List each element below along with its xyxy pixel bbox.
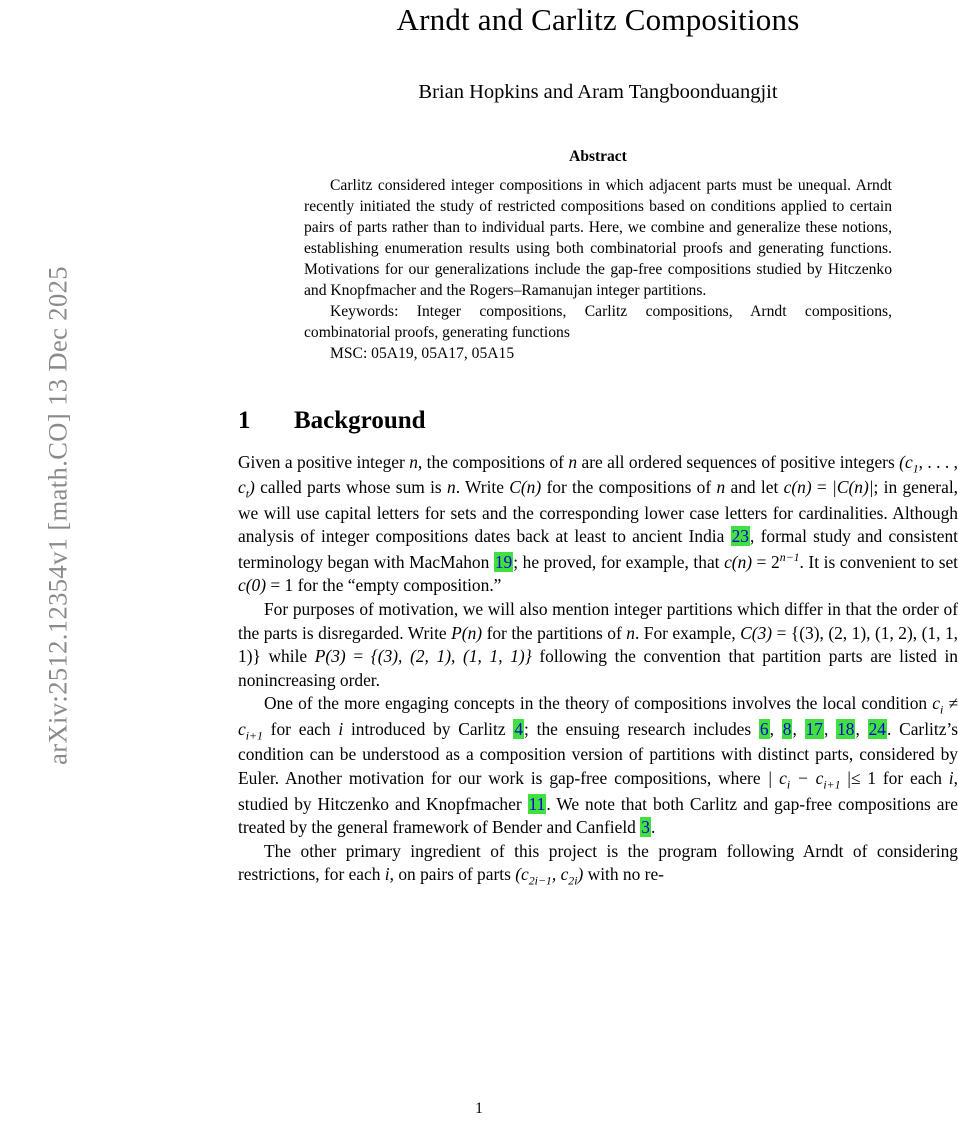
abstract-body: [304, 176, 892, 365]
text-run: ; the ensuing research includes: [524, 718, 759, 739]
citation-23[interactable]: [731, 526, 750, 546]
page-title: Arndt and Carlitz Compositions: [396, 2, 800, 37]
citation-link[interactable]: 24: [868, 718, 886, 739]
paper-content: [238, 0, 958, 889]
text-run: . For example,: [634, 622, 741, 643]
text-run: . It is convenient to set: [799, 551, 958, 572]
text-run: introduced by Carlitz: [343, 718, 514, 739]
abstract-keywords: Keywords: Integer compositions, Carlitz compositions, Arndt compositions, combinatorial proofs, generating functions: [304, 302, 892, 341]
text-run: with no re-: [583, 864, 664, 885]
text-run: , on pairs of parts: [389, 864, 516, 885]
text-run: , the compositions of: [417, 451, 569, 472]
citation-17[interactable]: [805, 719, 824, 739]
paragraph-4: The other primary ingredient of this project is the program following Arndt of considering restrictions, for each i, on pairs of parts ($c_{2i-1}$, $c_{2i}$) with no re-: [238, 840, 958, 888]
citation-8[interactable]: [782, 719, 793, 739]
citation-24[interactable]: [868, 719, 887, 739]
abstract-block: [304, 148, 892, 365]
text-run: . Write: [455, 477, 510, 498]
citation-link[interactable]: 3: [641, 817, 650, 838]
page-number: 1: [475, 1100, 483, 1117]
text-run: while: [260, 646, 315, 667]
section-body: [238, 451, 958, 889]
abstract-paragraph: Carlitz considered integer compositions in which adjacent parts must be unequal. Arndt recently initiated the study of restricted compositions based on conditions applied to certain pairs of parts rather than to individual parts. Here, we combine and generalize these notions, establishing enumeration results using both combinatorial proofs and generating functions. Motivations for our generalizations include the gap-free compositions studied by Hitczenko and Knopfmacher and the Rogers–Ramanujan integer partitions.: [304, 177, 892, 299]
citation-link[interactable]: 4: [514, 718, 524, 739]
citation-link[interactable]: 23: [731, 526, 749, 547]
citation-link[interactable]: 6: [759, 718, 769, 739]
text-run: ; in general, we will use capital letters for sets and the corresponding lower case letters for cardinalities. Although analysis of integer compositions dates back at least to ancient India: [238, 477, 958, 547]
citation-6[interactable]: [759, 719, 770, 739]
section-title: Background: [294, 406, 426, 434]
text-run: for the compositions of: [541, 477, 717, 498]
citation-11[interactable]: [528, 794, 547, 814]
section-heading: [238, 407, 958, 435]
citation-19[interactable]: [494, 552, 513, 572]
citation-link[interactable]: 18: [837, 718, 855, 739]
text-run: for the “empty composition.”: [293, 575, 502, 596]
text-run: ; he proved, for example, that: [513, 551, 725, 572]
citation-link[interactable]: 17: [805, 718, 823, 739]
paragraph-1: Given a positive integer n, the compositions of n are all ordered sequences of positive integers ($c_1$, . . . , $c_t$) called parts whose sum is n. Write C(n) for the compositions of n and let c(n) = |C(n)|; in general, we will use capital letters for sets and the corresponding lower case letters for cardinalities. Although analysis of integer compositions dates back at least to ancient India 23, formal study and consistent terminology began with MacMahon 19; he proved, for example, that $c(n) = 2^{n-1}$. It is convenient to set c(0) = 1 for the “empty composition.”: [238, 451, 958, 596]
citation-3[interactable]: [640, 817, 651, 837]
text-run: are all ordered sequences of positive integers: [577, 451, 900, 472]
arxiv-stamp: arXiv:2512.12354v1 [math.CO] 13 Dec 2025: [42, 266, 73, 765]
authors: Brian Hopkins and Aram Tangboonduangjit: [418, 81, 778, 103]
citation-18[interactable]: [836, 719, 855, 739]
citation-link[interactable]: 11: [528, 793, 546, 814]
text-run: . We note that both Carlitz and gap-free compositions are treated by the general framework of Bender and Canfield: [238, 793, 958, 838]
text-run: for each: [876, 768, 949, 789]
text-run: .: [650, 817, 656, 838]
text-run: , formal study and consistent terminology began with MacMahon: [238, 526, 958, 572]
text-run: . Carlitz’s condition can be understood as a composition version of partitions with distinct parts, considered by Euler. Another motivation for our work is gap-free compositions, where: [238, 718, 958, 789]
text-run: Given a positive integer: [238, 451, 410, 472]
citation-4[interactable]: [513, 719, 524, 739]
text-run: for the partitions of: [482, 622, 627, 643]
text-run: following the convention that partition parts are listed in nonincreasing order.: [238, 646, 958, 690]
paragraph-3: One of the more engaging concepts in the theory of compositions involves the local condition $c_i \ne c_{i+1}$ for each i introduced by Carlitz 4; the ensuing research includes 6, 8, 17, 18, 24. Carlitz’s condition can be understood as a composition version of partitions with distinct parts, considered by Euler. Another motivation for our work is gap-free compositions, where | $c_i - c_{i+1}$ |≤ 1 for each i, studied by Hitczenko and Knopfmacher 11. We note that both Carlitz and gap-free compositions are treated by the general framework of Bender and Canfield 3.: [238, 693, 958, 838]
citation-link[interactable]: 8: [782, 718, 792, 739]
abstract-msc: MSC: 05A19, 05A17, 05A15: [330, 344, 515, 362]
text-run: For purposes of motivation, we will also mention integer partitions which differ in that the order of the parts is disregarded. Write: [238, 598, 958, 643]
text-run: , studied by Hitczenko and Knopfmacher: [238, 768, 958, 814]
text-run: and let: [725, 477, 784, 498]
paragraph-2: For purposes of motivation, we will also mention integer partitions which differ in that the order of the parts is disregarded. Write P(n) for the partitions of n. For example, C(3) = {(3), (2, 1), (1, 2), (1, 1, 1)} while P(3) = {(3), (2, 1), (1, 1, 1)} following the convention that partition parts are listed in nonincreasing order.: [238, 598, 958, 690]
section-number: 1: [238, 406, 251, 434]
abstract-heading: Abstract: [569, 148, 627, 165]
text-run: One of the more engaging concepts in the theory of compositions involves the local condition: [264, 693, 933, 714]
text-run: for each: [262, 718, 339, 739]
text-run: called parts whose sum is: [254, 477, 448, 498]
citation-link[interactable]: 19: [494, 551, 513, 572]
text-run: The other primary ingredient of this project is the program following Arndt of considering restrictions, for each: [238, 840, 958, 885]
